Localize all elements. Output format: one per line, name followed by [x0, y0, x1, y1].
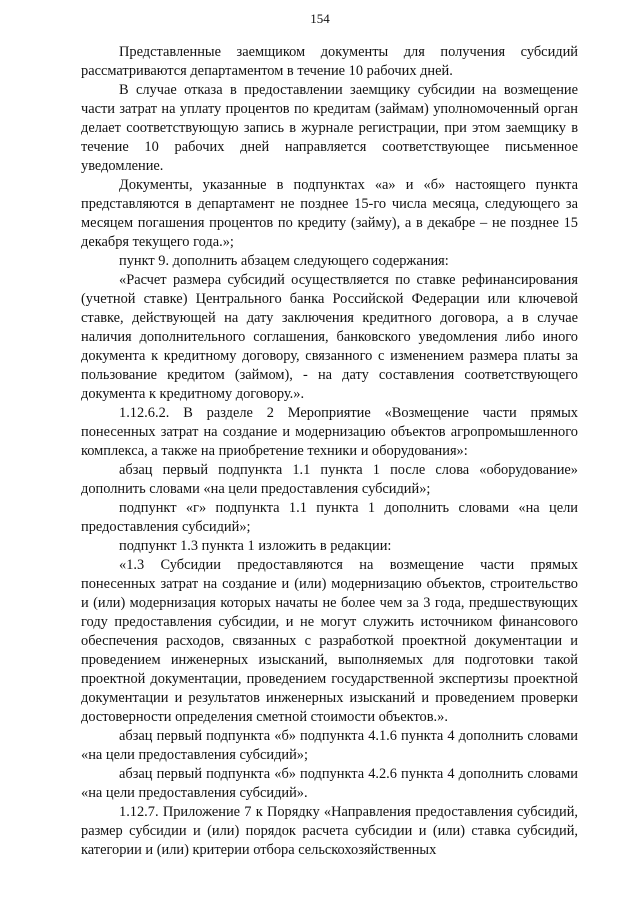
paragraph: пункт 9. дополнить абзацем следующего содержания: [119, 253, 449, 269]
paragraph: «1.3 Субсидии предоставляются на возмещение части прямых понесенных затрат на создание и (или) модернизацию объектов, строительство и (или) модернизация которых начаты не более чем за 3 года, предшествующих году предоставления субсидии, и не могут служить источником финансового обеспечения расходов, связанных с разработкой проектной документации и проведением инженерных изысканий, выполняемых для подготовки такой проектной документации, проведением государственной экспертизы проектной документации и результатов инженерных изысканий и проведением проверки достоверности определения сметной стоимости объектов.». [81, 557, 578, 725]
paragraph: подпункт 1.3 пункта 1 изложить в редакции: [119, 538, 392, 554]
paragraph: подпункт «г» подпункта 1.1 пункта 1 дополнить словами «на цели предоставления субсидий»; [81, 500, 578, 535]
paragraph: В случае отказа в предоставлении заемщику субсидии на возмещение части затрат на уплату процентов по кредитам (займам) уполномоченный орган делает соответствующую запись в журнале регистрации, при этом заемщику в течение 10 рабочих дней направляется соответствующее письменное уведомление. [81, 82, 578, 174]
paragraph: абзац первый подпункта «б» подпункта 4.2.6 пункта 4 дополнить словами «на цели предоставления субсидий». [81, 766, 578, 801]
paragraph: Представленные заемщиком документы для получения субсидий рассматриваются департаментом в течение 10 рабочих дней. [81, 44, 578, 79]
page-number: 154 [310, 11, 330, 26]
document-body [81, 43, 578, 860]
paragraph: «Расчет размера субсидий осуществляется по ставке рефинансирования (учетной ставке) Центрального банка Российской Федерации или ключевой ставке, действующей на дату заключения кредитного договора, а в случае наличия дополнительного соглашения, банковского уведомления либо иного документа к кредитному договору, связанного с изменением размера платы за пользование кредитом (займом), - на дату составления соответствующего документа к кредитному договору.». [81, 272, 578, 402]
paragraph: 1.12.6.2. В разделе 2 Мероприятие «Возмещение части прямых понесенных затрат на создание и модернизацию объектов агропромышленного комплекса, а также на приобретение техники и оборудования»: [81, 405, 578, 459]
paragraph: абзац первый подпункта «б» подпункта 4.1.6 пункта 4 дополнить словами «на цели предоставления субсидий»; [81, 728, 578, 763]
paragraph: Документы, указанные в подпунктах «а» и «б» настоящего пункта представляются в департамент не позднее 15-го числа месяца, следующего за месяцем погашения процентов по кредиту (займу), а в декабре – не позднее 15 декабря текущего года.»; [81, 177, 578, 250]
paragraph: абзац первый подпункта 1.1 пункта 1 после слова «оборудование» дополнить словами «на цели предоставления субсидий»; [81, 462, 578, 497]
paragraph: 1.12.7. Приложение 7 к Порядку «Направления предоставления субсидий, размер субсидии и (или) порядок расчета субсидии и (или) ставка субсидий, категории и (или) критерии отбора сельскохозяйственных [81, 804, 578, 858]
